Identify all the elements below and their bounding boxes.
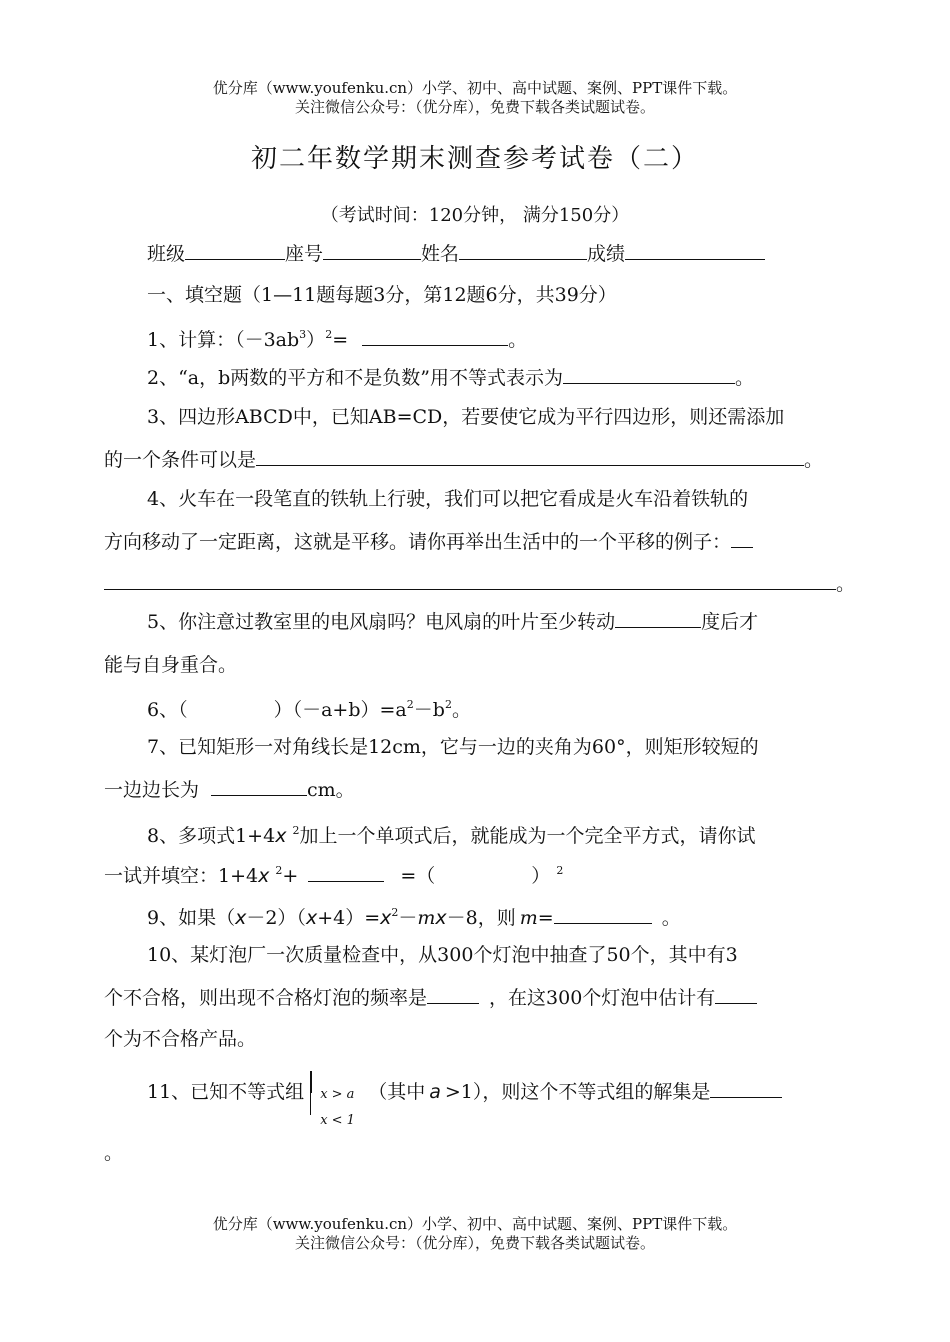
name-label: 姓名: [421, 243, 460, 265]
question-10-line2: 个不合格，则出现不合格灯泡的频率是 ，在这300个灯泡中估计有: [104, 982, 757, 1013]
seat-blank[interactable]: [323, 238, 421, 260]
student-fields: [147, 238, 765, 269]
question-6: 6、（ ）$(-a+b)=a^2-b^2$。: [147, 698, 471, 721]
question-10-line1: 10、某灯泡厂一次质量检查中，从300个灯泡中抽查了50个，其中有3: [147, 944, 738, 966]
question-5-line2: 能与自身重合。: [104, 654, 238, 676]
page-title: 初二年数学期末测查参考试卷（二）: [250, 144, 699, 174]
question-4-line1: 4、火车在一段笔直的铁轨上行驶，我们可以把它看成是火车沿着铁轨的: [147, 488, 749, 510]
question-3-line2: 的一个条件可以是 。: [104, 444, 823, 475]
question-4-line3: 。: [104, 568, 855, 599]
class-blank[interactable]: [185, 238, 285, 260]
section-heading: 一、填空题（1—11题每题3分，第12题6分，共39分）: [147, 284, 617, 306]
question-8-line2: 一试并填空：1+4x $^2$+ =（ ） $^2$: [104, 856, 563, 891]
answer-blank[interactable]: [731, 526, 753, 548]
answer-blank[interactable]: [554, 902, 652, 924]
answer-blank-term[interactable]: [308, 860, 384, 882]
answer-blank[interactable]: [563, 362, 735, 384]
site-footer-line2: 关注微信公众号：（优分库），免费下载各类试题试卷。: [294, 1234, 655, 1252]
answer-blank-frequency[interactable]: [427, 982, 479, 1004]
score-blank[interactable]: [625, 238, 765, 260]
site-footer-line1: 优分库（www.youfenku.cn）小学、初中、高中试题、案例、PPT课件下载。: [212, 1215, 738, 1233]
question-7-line2: 一边边长为 cm。: [104, 774, 355, 805]
answer-blank[interactable]: [710, 1076, 782, 1098]
answer-blank[interactable]: [256, 444, 804, 466]
answer-blank-count[interactable]: [715, 982, 757, 1004]
class-label: 班级: [147, 243, 186, 265]
answer-blank[interactable]: [362, 324, 508, 346]
name-blank[interactable]: [459, 238, 587, 260]
inequality-system: x > a x < 1: [310, 1067, 362, 1119]
answer-blank-cont[interactable]: [104, 568, 836, 590]
question-7-line1: 7、已知矩形一对角线长是12cm，它与一边的夹角为60°，则矩形较短的: [147, 736, 759, 758]
question-1: 1、计算：$(-3ab^3)^2=$ 。: [147, 320, 527, 355]
exam-info: （考试时间：120分钟， 满分150分）: [320, 205, 630, 226]
question-8-line1: 8、多项式1+4x $^2$加上一个单项式后，就能成为一个完全平方式，请你试: [147, 824, 756, 847]
question-2: 2、“a，b两数的平方和不是负数”用不等式表示为 。: [147, 362, 754, 393]
question-9: 9、如果$(x-2)(x+4)=x^2-mx-8$，则 m= 。: [147, 898, 681, 933]
score-label: 成绩: [587, 243, 626, 265]
question-4-line2: 方向移动了一定距离，这就是平移。请你再举出生活中的一个平移的例子：: [104, 526, 753, 557]
site-header-line1: 优分库（www.youfenku.cn）小学、初中、高中试题、案例、PPT课件下载。: [212, 79, 738, 97]
question-3-line1: 3、四边形ABCD中，已知AB=CD，若要使它成为平行四边形，则还需添加: [147, 406, 785, 428]
question-10-line3: 个为不合格产品。: [104, 1028, 257, 1050]
site-header-line2: 关注微信公众号：（优分库），免费下载各类试题试卷。: [294, 98, 655, 116]
question-11-end: 。: [104, 1142, 124, 1164]
answer-blank[interactable]: [615, 606, 701, 628]
answer-blank[interactable]: [211, 774, 307, 796]
question-11: 11、已知不等式组 x > a x < 1 （其中 a >1），则这个不等式组的解集是: [147, 1064, 782, 1120]
question-5-line1: 5、你注意过教室里的电风扇吗？电风扇的叶片至少转动 度后才: [147, 606, 758, 637]
seat-label: 座号: [285, 243, 324, 265]
